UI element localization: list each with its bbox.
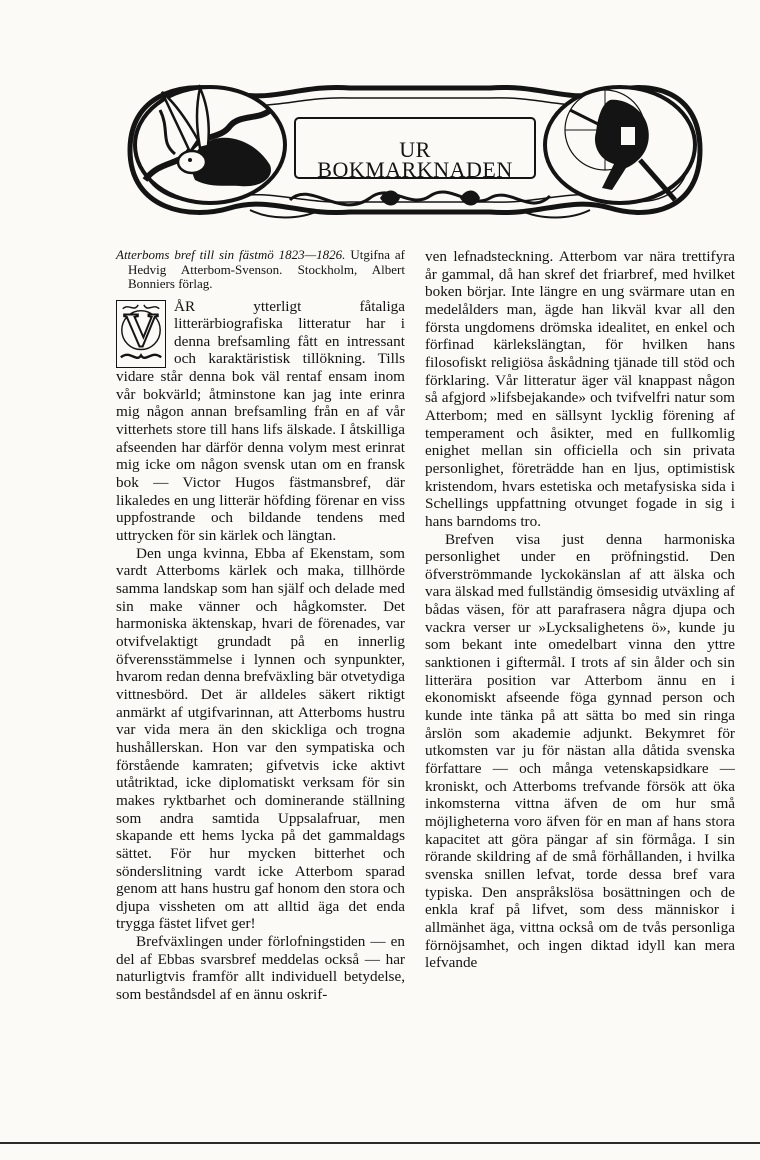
paragraph-4: ven lefnadsteckning. Atterbom var nära trettifyra år gammal, då han skref det friarbref, med hvilket boken börjar. Inte längre en ung svärmare utan en medelålders man, ägde han likväl kvar all den första ungdomens drömska idealitet, en enkel och förfinad kärlekslängtan, för hvilken hans filosofiskt religiösa åskådning tjänade till stöd och förklaring. Vår litteratur äger väl knappast någon så afgjord »lifsbejakande» och tvifvelfri natur som Atterbom; med en sällsynt lycklig förening af temperament och åsikter, med en fullkomlig enighet mellan sin officiella och sin privata personlighet, företrädde han en ljus, optimistisk kristendom, hvars estetiska och metafysiska sida i Schellings uppfattning otvunget fogade in sig i hans barndoms tro.: [425, 248, 735, 530]
paragraph-2: Den unga kvinna, Ebba af Ekenstam, som vardt Atterboms kärlek och maka, tillhörde samma landskap som han själf och delade med sin make vänner och hågkomster. Det harmoniska äktenskap, hvari de förenades, var otvifvelaktigt grundadt på en innerlig öfverensstämmelse i lynnen och synpunkter, hvarom redan denna brefväxling bär otvetydiga vittnesbörd. Det är alldeles säkert riktigt anmärkt af utgifvarinnan, att Atterboms hustru var vida mera än den skickliga och trogna hushållerskan. Hon var den sympatiska och förstående kamraten; gifvetvis icke aktivt utåtriktad, icke diplomatiskt verksam för sin makes ryktbarhet och dominerande ställning som andra samtida Uppsalafruar, men skapande ett hems lycka på det gammaldags sättet. För hur mycken bitterhet och sönderslitning vardt icke Atterbom sparad genom att hans hustru gaf honom den stora och djupa vissheten om att alltid äga det enda trygga fästet lifvet ger!: [116, 544, 405, 933]
book-title: Atterboms bref till sin fästmö 1823—1826.: [116, 247, 346, 262]
header-ornament-banner: [100, 70, 720, 230]
column-right: [425, 248, 735, 972]
section-title: UR BOKMARKNADEN: [317, 137, 513, 182]
paragraph-3: Brefväxlingen under förlofningstiden — en del af Ebbas svarsbref meddelas också — har naturligtvis framför allt individuell betydelse, som beståndsdel af en ännu oskrif-: [116, 933, 405, 1004]
book-citation: [116, 248, 405, 292]
drop-cap-letter: V: [123, 303, 159, 357]
paragraph-1: ÅR ytterligt fåtaliga litterärbiografiska litteratur har i denna brefsamling fått en intressant och karaktäristisk tillökning. Tills vidare står denna bok väl rentaf ensam inom vår bokvärld; åtminstone kan jag inte erinra mig någon annan brefsamling från en af vår vitterhets store till hans lifs älskade. I åtskilliga afseenden har därför denna volym mest erinrat mig icke om någon svensk utan om en fransk bok — Victor Hugos fästmansbref, där likaledes en ung litterär höfding förenar en viss uppfostrande och bildande tendens med uttrycken för sin kärlek och längtan.: [116, 297, 405, 545]
column-left: [116, 248, 405, 1004]
drop-cap-initial: [116, 300, 166, 368]
page-edge-rule: [0, 1142, 760, 1144]
book-publisher: Utgifna af Hedvig Atterbom-Svenson. Stockholm, Albert Bonniers förlag.: [128, 247, 406, 291]
paragraph-5: Brefven visa just denna harmoniska personlighet under en pröfningstid. Den öfverströmmande lyckokänslan af att älska och vara älskad med fullständig ömsesidig utväxling af bådas väsen, för att parafrasera några djupa och vackra verser ur »Lycksalighetens ö», kunde ju som bekant inte omedelbart vinna den yttre sanktionen i giftermål. I trots af sin ålder och sin litterära position var Atterbom ännu en i ekonomiskt afseende föga gynnad person och kunde inte tänka på att sätta bo med sin ringa årslön som akademie adjunkt. Bekymret för utkomsten var ju för nästan alla dåtida svenska författare — och många vetenskapsidkare — kroniskt, och Atterboms trefvande försök att öka inkomsterna vittna äfven de om hur små möjligheterna voro äfven för en man af hans stora kapacitet att göra pängar af sin förmåga. I sin rörande skildring af de små förhållanden, i hvilka svenska snillen lefvat, torde dessa bref vara typiska. Den anspråkslösa bosättningen och de enkla kraf på lifvet, som dess människor i allmänhet äga, vittna också om de tvås personliga förnöjsamhet, och ingen diktad idyll kan mera lefvande: [425, 530, 735, 972]
